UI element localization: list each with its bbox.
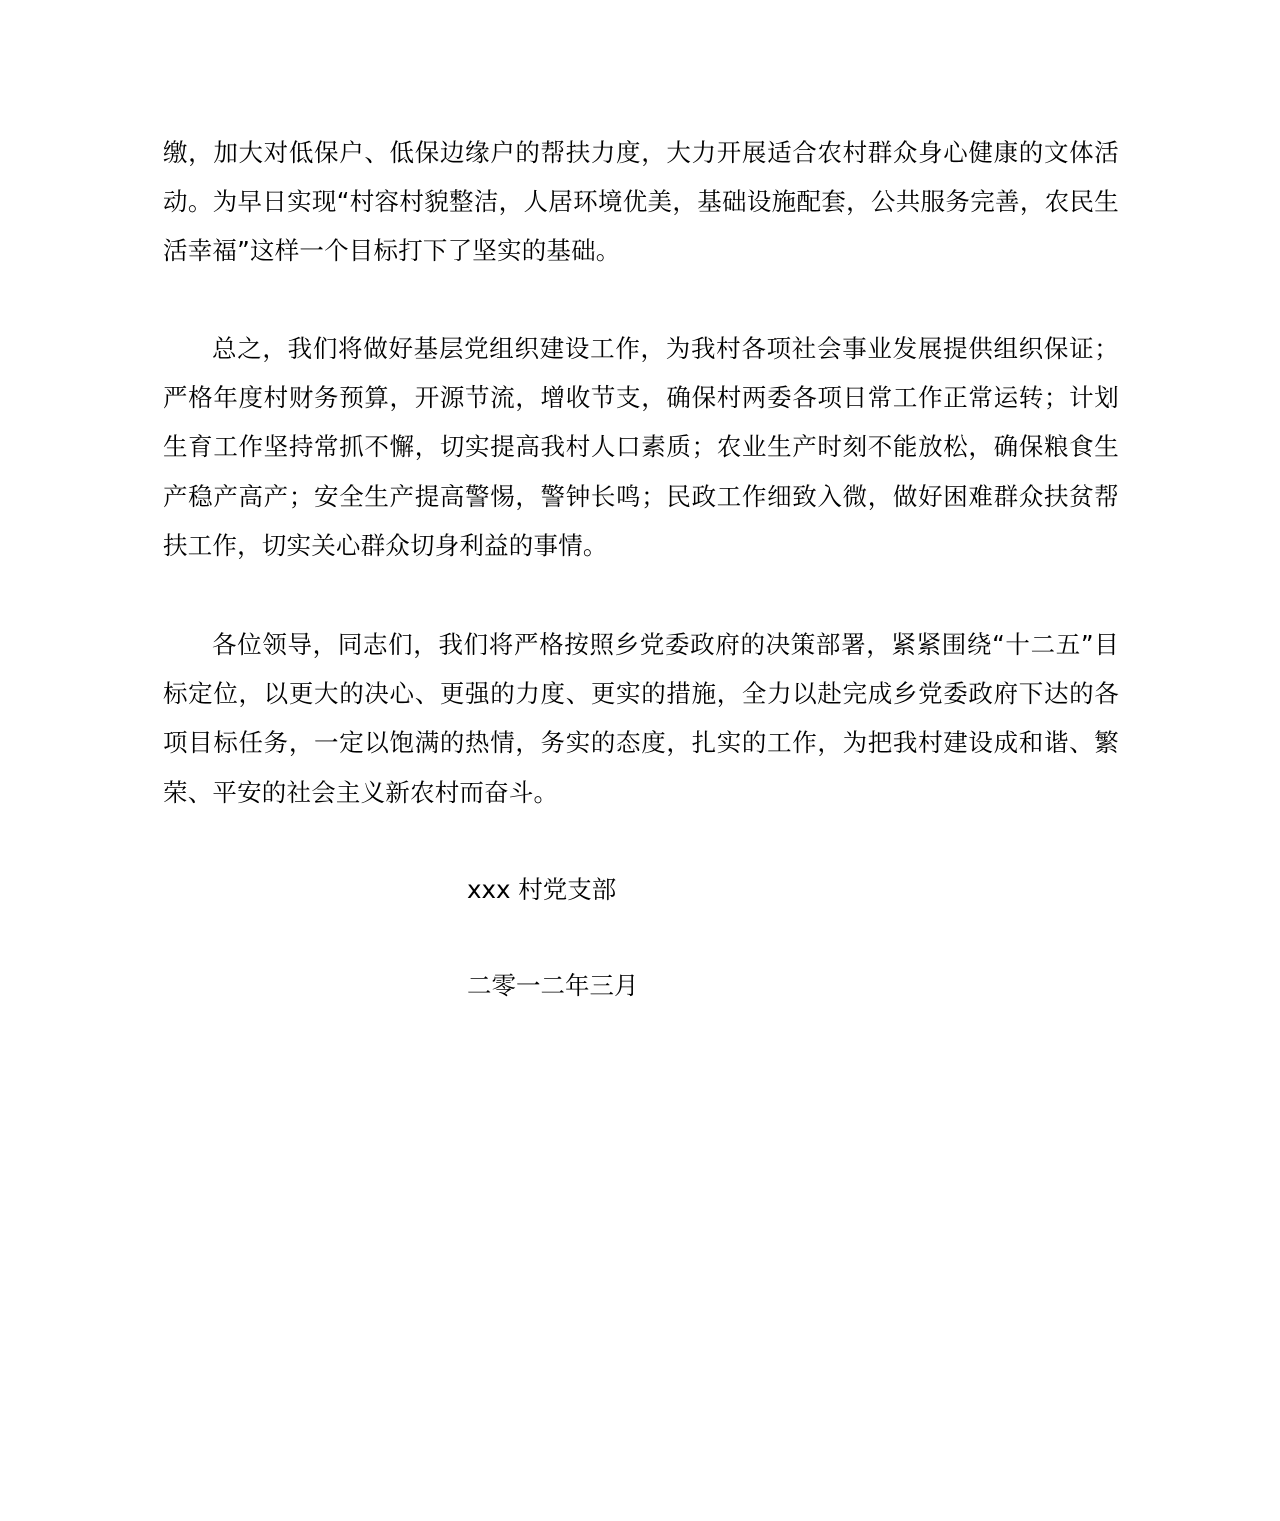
signature-date: 二零一二年三月 [467, 971, 639, 1000]
paragraph-closing: 各位领导，同志们，我们将严格按照乡党委政府的决策部署，紧紧围绕“十二五”目标定位，以更大的决心、更强的力度、更实的措施，全力以赴完成乡党委政府下达的各项目标任务，一定以饱满的热情，务实的态度，扎实的工作，为把我村建设成和谐、繁荣、平安的社会主义新农村而奋斗。 [163, 630, 1119, 807]
paragraph-summary: 总之，我们将做好基层党组织建设工作，为我村各项社会事业发展提供组织保证；严格年度村财务预算，开源节流，增收节支，确保村两委各项日常工作正常运转；计划生育工作坚持常抓不懈，切实提高我村人口素质；农业生产时刻不能放松，确保粮食生产稳产高产；安全生产提高警惕，警钟长鸣；民政工作细致入微，做好困难群众扶贫帮扶工作，切实关心群众切身利益的事情。 [163, 334, 1119, 560]
paragraph-continuation: 缴，加大对低保户、低保边缘户的帮扶力度，大力开展适合农村群众身心健康的文体活动。为早日实现“村容村貌整洁，人居环境优美，基础设施配套，公共服务完善，农民生活幸福”这样一个目标打下了坚实的基础。 [163, 138, 1119, 266]
signature-organization: xxx 村党支部 [467, 875, 617, 904]
